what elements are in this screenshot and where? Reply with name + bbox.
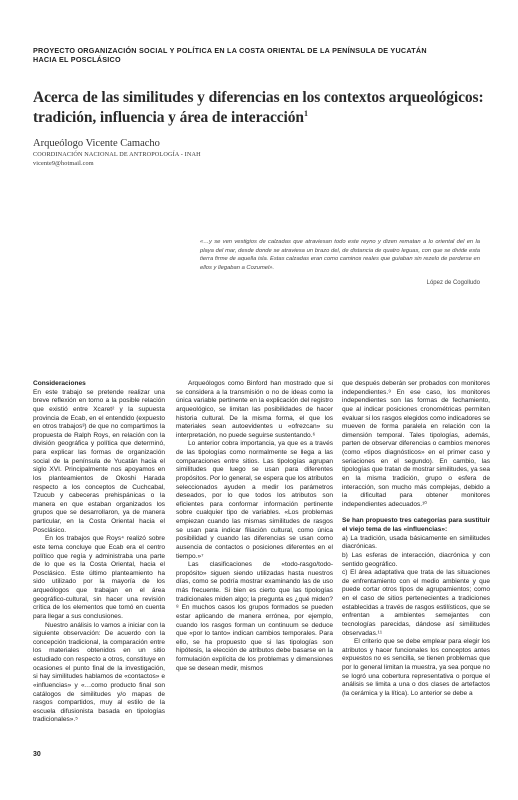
section-heading: Consideraciones [33,380,86,387]
title-footnote-marker: 1 [303,108,308,118]
epigraph-source: López de Cogolludo [426,280,480,286]
body-column-1 [33,380,165,725]
body-paragraph: En los trabajos que Roys⁴ realizó sobre este tema concluye que Ecab era el centro político que regía y administraba una parte de lo que es la Costa Oriental, hacia el Posclásico. Este último planteamiento ha sido utilizado por la mayoría de los arqueólogos que trabajan en el área geográfico-cultural, sin hacer una revisión crítica de los elementos que tomó en cuenta para llegar a sus conclusiones. [33,535,165,620]
body-paragraph: c) El área adaptativa que trata de las situaciones de enfrentamiento con el medio ambiente y que puede cortar otros tipos de agrupamientos; como en el caso de sitios pertenecientes a tradiciones establecidas a través de rasgos estilísticos, que se enfrentan a ambientes semejantes con tecnologías parecidas, dándose así similitudes observadas.¹¹ [342,569,490,637]
author-affiliation-block [33,151,201,168]
body-paragraph: b) Las esferas de interacción, diacrónica y con sentido geográfico. [342,551,490,568]
article-title-line2: tradición, influencia y área de interacción [33,109,304,126]
body-paragraph: Lo anterior cobra importancia, ya que es a través de las tipologías como normalmente se llega a las comparaciones entre sitios. Las tipologías agrupan similitudes que luego se usan para diferentes propósitos. Por lo general, se espera que los atributos seleccionados ayuden a medir los parámetros deseados, por lo que todos los atributos son eficientes para conformar información pertinente sobre cualquier tipo de variables. «Los problemas empiezan cuando las mismas similitudes de rasgos se usan para indicar filiación cultural, como única posibilidad y cuando las diferencias se usan como ausencia de contactos o posiciones diferentes en el tiempo.»⁷ [176,440,333,560]
author-affiliation: COORDINACIÓN NACIONAL DE ANTROPOLOGÍA - INAH [33,151,201,158]
series-header [33,46,493,64]
body-paragraph: El criterio que se debe emplear para elegir los atributos y hacer funcionales los conceptos antes expuestos no es sencilla, se tienen problemas que por lo general limitan la muestra, ya sea porque no se logró una cobertura representativa o porque el análisis se limita a una o dos clases de artefactos (la cerámica y la lítica). Lo anterior se debe a [342,638,490,697]
body-paragraph: En este trabajo se pretende realizar una breve reflexión en torno a la posible relación que existió entre Xcaret² y la supuesta provincia de Ecab, en el entendido (expuesto en otros trabajos³) de que no compartimos la propuesta de Ralph Roys, en relación con la división geográfica y política que determinó, para explicar las formas de organización social de la península de Yucatán hacia el siglo XVI. Principalmente nos apoyamos en los planteamientos de Okoshi Harada respecto a los conceptos de Cuchcabal, Tzucub y cabeceras prehispánicas o la manera en que estaban organizados los grupos que se desarrollaron, ya de manera particular, en la Costa Oriental hacia el Posclásico. [33,388,165,534]
body-column-3 [342,380,490,699]
article-title [33,88,503,128]
body-paragraph: a) La tradición, usada básicamente en similitudes diacrónicas. [342,534,490,551]
article-title-line1: Acerca de las similitudes y diferencias en los contextos arqueológicos: [33,89,484,106]
series-header-line1: PROYECTO ORGANIZACIÓN SOCIAL Y POLÍTICA EN LA COSTA ORIENTAL DE LA PENÍNSULA DE YUCATÁN [33,46,427,55]
series-header-line2: HACIA EL POSCLÁSICO [33,55,121,64]
body-paragraph: Las clasificaciones de «todo-rasgo/todo-propósito» siguen siendo utilizadas hasta nuestros días, como se podría mostrar examinando las de uso más frecuente. Si bien es cierto que las tipologías tradicionales miden algo; la pregunta es ¿qué miden?⁸ En muchos casos los grupos formados se pueden estar aplicando de manera errónea, por ejemplo, cuando los rasgos forman un continuum se deduce que «por lo tanto» indican cambios temporales. Para ello, se ha propuesto que si las tipologías son hipótesis, la elección de atributos debe basarse en la formulación explícita de los problemas y dimensiones que se desean medir, mismos [176,561,333,672]
section-heading: Se han propuesto tres categorías para sustituir el viejo tema de las «influencias»: [342,517,490,533]
body-paragraph: Arqueólogos como Binford han mostrado que si se considera a la transmisión o no de ideas como la única variable pertinente en la explicación del registro arqueológico, se limitan las posibilidades de hacer historia cultural. De la misma forma, el que los materiales sean autoevidentes u «ofrezcan» su interpretación, no puede seguirse sustentando.⁶ [176,380,333,439]
body-paragraph: que después deberán ser probados con monitores independientes.⁹ En ese caso, los monitores independientes son las formas de fechamiento, que al indicar posiciones cronométricas permiten evaluar si los rasgos elegidos como indicadores se mueven de forma paralela en relación con la dimensión temporal. Tales tipologías, además, parten de observar diferencias o cambios menores (como «tipos diagnósticos» en el primer caso y seriaciones en el segundo). En cambio, las tipologías que tratan de mostrar similitudes, ya sea en la misma tradición, grupo o esfera de interacción, son mucho más complejas, debido a la dificultad para obtener monitores independientes adecuados.¹⁰ [342,380,490,508]
epigraph-quote: «…y se ven vestigios de calzadas que atraviesan todo este reyno y dizen rematan a lo oriental del en la playa del mar, desde donde se atraviesa un brazo del, de distancia de quatro leguas, con que se divide esta tierra firme de aquella isla. Estas calzadas eran como caminos reales que guiaban sin rezelo de perderse en ellos y llegaban a Cozumel». [200,239,480,271]
page-number: 30 [33,751,41,758]
body-column-2 [176,380,333,673]
body-paragraph: Nuestro análisis lo vamos a iniciar con la siguiente observación: De acuerdo con la concepción tradicional, la comparación entre los materiales obtenidos en un sitio estudiado con respecto a otros, constituye en ocasiones el punto final de la investigación, si hay similitudes hablamos de «contactos» e «influencias» y «…como producto final son catálogos de similitudes y/o mapas de rasgos compartidos, muy al estilo de la escuela difusionista basada en tipologías tradicionales».⁵ [33,621,165,724]
paragraph-gap [342,509,490,517]
author-name: Arqueólogo Vicente Camacho [33,138,160,149]
author-email: vicente9@hotmail.com [33,159,94,167]
